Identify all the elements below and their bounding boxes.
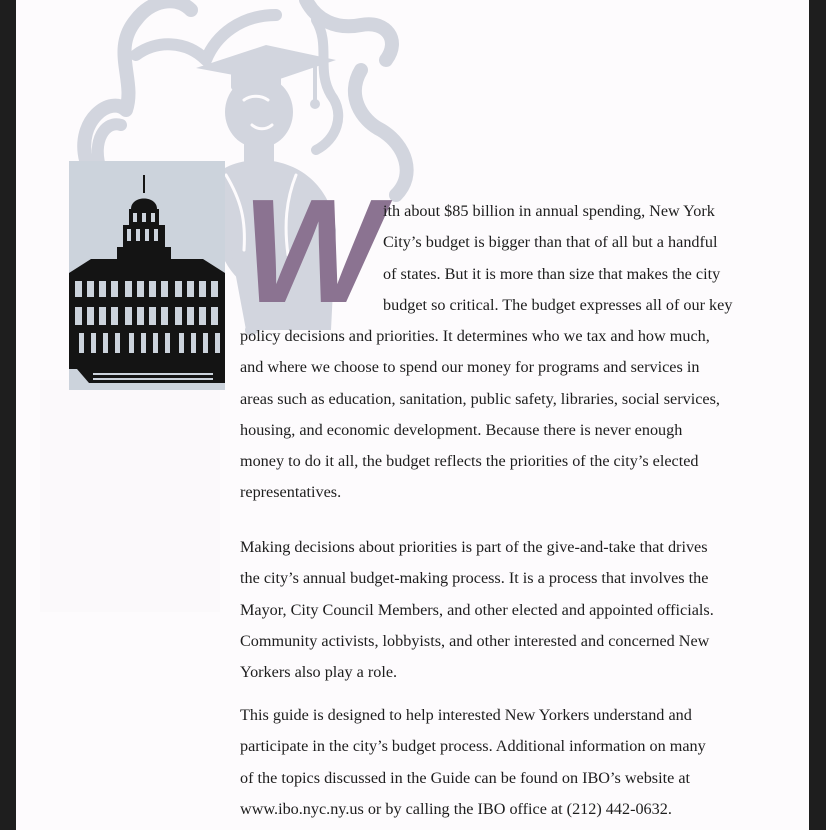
city-hall-illustration bbox=[69, 161, 225, 390]
text-line: housing, and economic development. Because there is never enough bbox=[240, 420, 683, 439]
text-line: and where we choose to spend our money for programs and services in bbox=[240, 358, 700, 377]
text-line: Yorkers also play a role. bbox=[240, 663, 398, 682]
text-line: areas such as education, sanitation, public safety, libraries, social services, bbox=[240, 389, 720, 408]
paragraph-2 bbox=[240, 532, 714, 688]
text-line: the city’s annual budget-making process. It is a process that involves the bbox=[240, 569, 709, 588]
text-line: This guide is designed to help interested New Yorkers understand and bbox=[240, 706, 692, 724]
text-line: of the topics discussed in the Guide can be found on IBO’s website at bbox=[240, 768, 691, 787]
text-line: ith about $85 billion in annual spending, New York bbox=[383, 202, 715, 220]
drop-cap: W bbox=[242, 169, 378, 334]
paragraph-3 bbox=[240, 700, 706, 825]
text-line: participate in the city’s budget process. Additional information on many bbox=[240, 737, 706, 756]
paragraph-1-body bbox=[240, 321, 720, 509]
paragraph-1-lead bbox=[383, 196, 732, 321]
text-line: policy decisions and priorities. It determines who we tax and how much, bbox=[240, 327, 710, 345]
text-line: Mayor, City Council Members, and other elected and appointed officials. bbox=[240, 600, 714, 619]
document-page bbox=[16, 0, 809, 830]
text-line: money to do it all, the budget reflects the priorities of the city’s elected bbox=[240, 452, 699, 471]
text-line: City’s budget is bigger than that of all but a handful bbox=[383, 233, 718, 252]
text-line: www.ibo.nyc.ny.us or by calling the IBO office at (212) 442-0632. bbox=[240, 799, 672, 818]
text-line: representatives. bbox=[240, 483, 342, 502]
text-line: of states. But it is more than size that makes the city bbox=[383, 264, 721, 283]
text-line: budget so critical. The budget expresses all of our key bbox=[383, 295, 733, 314]
text-line: Making decisions about priorities is part of the give-and-take that drives bbox=[240, 538, 708, 556]
text-line: Community activists, lobbyists, and other interested and concerned New bbox=[240, 631, 710, 650]
